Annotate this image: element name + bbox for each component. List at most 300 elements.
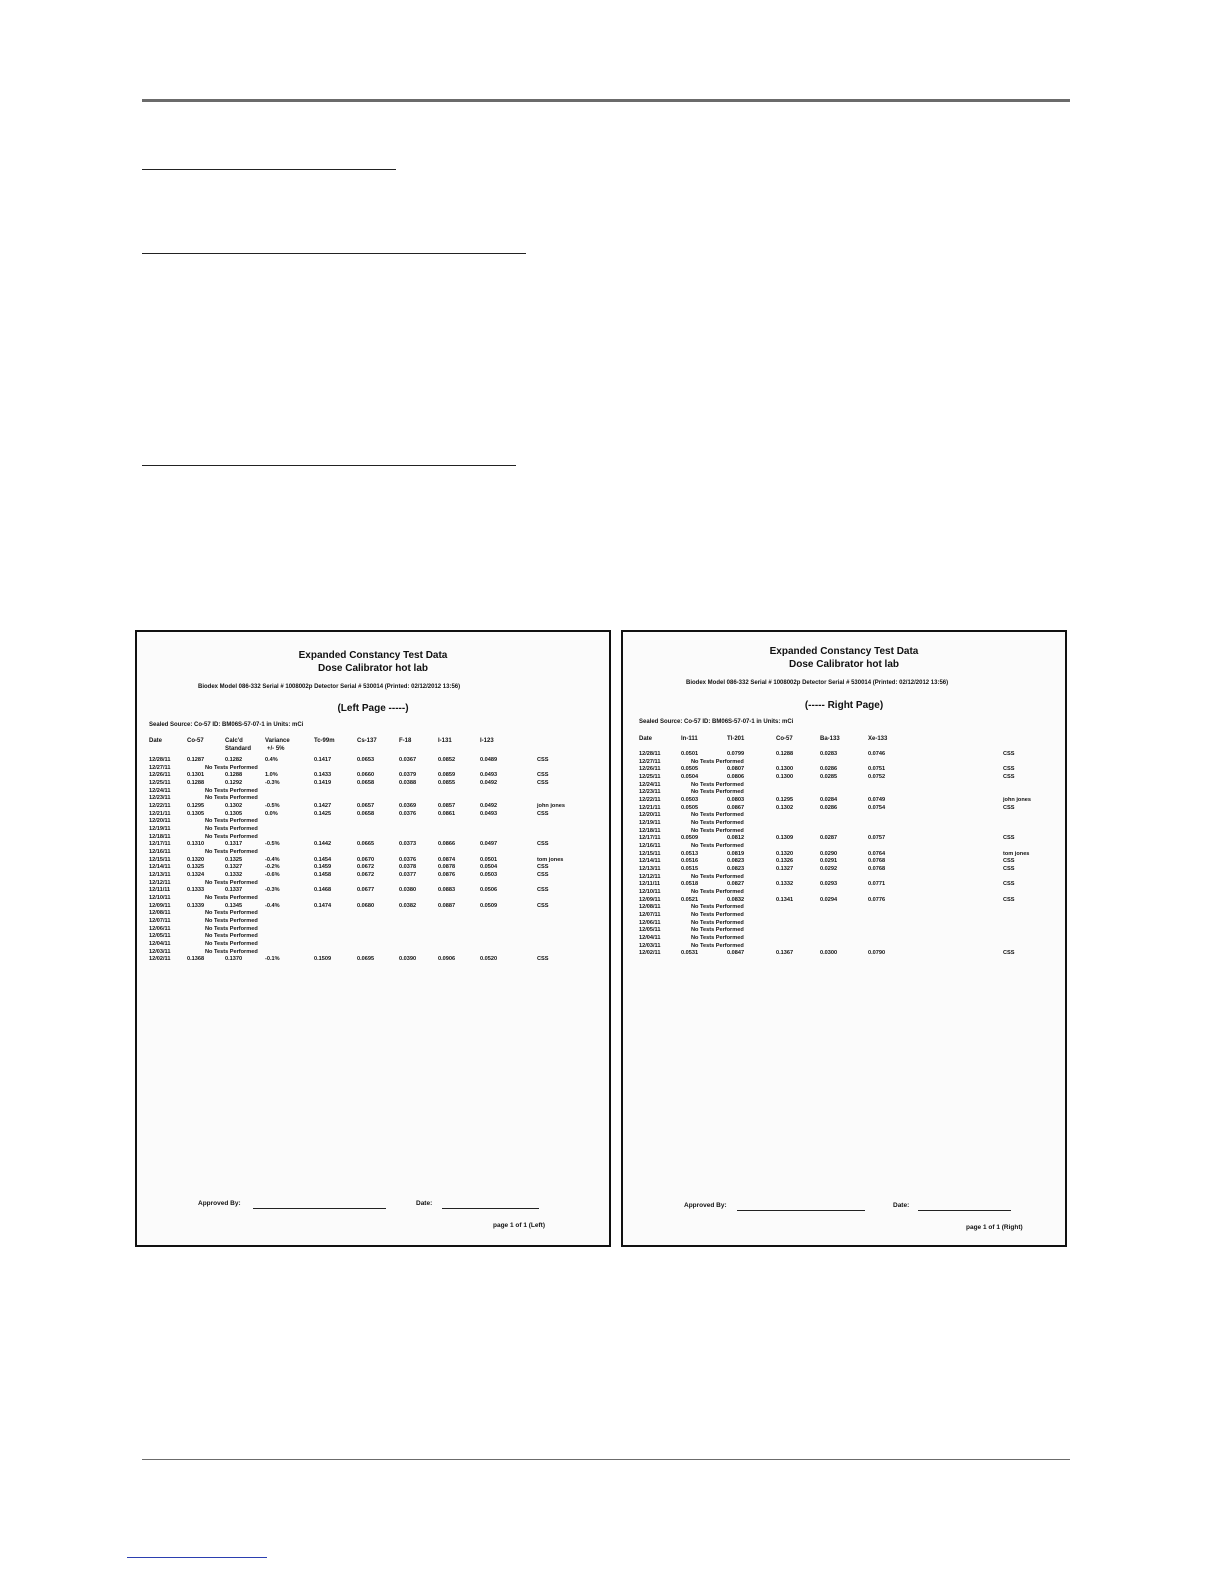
row-value: 0.0290	[820, 850, 838, 857]
row-operator: CSS	[537, 902, 549, 909]
no-tests-note: No Tests Performed	[691, 934, 744, 941]
row-date: 12/22/11	[149, 802, 171, 809]
no-tests-note: No Tests Performed	[205, 787, 258, 794]
row-date: 12/16/11	[149, 848, 171, 855]
row-operator: CSS	[1003, 896, 1015, 903]
row-operator: CSS	[1003, 950, 1015, 957]
row-value: 0.1341	[776, 896, 794, 903]
row-value: 0.0658	[357, 810, 375, 817]
date-line	[918, 1210, 1011, 1211]
row-date: 12/18/11	[639, 827, 661, 834]
row-date: 12/23/11	[149, 795, 171, 802]
device-meta: Biodex Model 086-332 Serial # 1008002p Detector Serial # 530014 (Printed: 02/12/2012 13:56)	[686, 680, 949, 686]
row-value: 0.0768	[868, 858, 886, 865]
no-tests-note: No Tests Performed	[205, 917, 258, 924]
row-value: 0.1433	[314, 772, 332, 779]
row-value: 0.1419	[314, 779, 332, 786]
row-value: 0.0293	[820, 881, 838, 888]
row-value: 0.0504	[681, 773, 699, 780]
row-date: 12/16/11	[639, 842, 661, 849]
row-value: 0.0513	[681, 850, 699, 857]
row-value: 0.0373	[399, 841, 417, 848]
row-date: 12/15/11	[639, 850, 661, 857]
column-header: Cs-137	[357, 738, 377, 744]
row-value: 0.0285	[820, 773, 838, 780]
row-operator: CSS	[537, 757, 549, 763]
row-value: 0.1368	[187, 956, 205, 963]
row-operator: john jones	[537, 802, 565, 809]
row-value: 0.0768	[868, 865, 886, 872]
no-tests-note: No Tests Performed	[691, 758, 744, 765]
row-value: 0.0754	[868, 804, 886, 811]
row-value: 0.0866	[438, 841, 456, 848]
no-tests-note: No Tests Performed	[205, 764, 258, 771]
row-date: 12/13/11	[639, 865, 661, 872]
column-header: Tl-201	[727, 736, 745, 742]
row-value: 0.0515	[681, 865, 699, 872]
row-value: 0.0857	[438, 802, 456, 809]
row-date: 12/04/11	[639, 934, 661, 941]
row-value: 0.0657	[357, 802, 375, 809]
row-date: 12/05/11	[639, 927, 661, 934]
approved-line	[737, 1210, 865, 1211]
row-date: 12/26/11	[639, 766, 661, 773]
row-value: 0.1327	[225, 864, 243, 871]
row-value: 0.0380	[399, 887, 417, 894]
row-operator: CSS	[537, 841, 549, 848]
row-value: 0.0531	[681, 950, 699, 957]
row-value: 0.0771	[868, 881, 886, 888]
row-value: 0.0506	[480, 887, 498, 894]
row-value: -0.2%	[265, 864, 280, 871]
no-tests-note: No Tests Performed	[691, 819, 744, 826]
row-date: 12/02/11	[149, 956, 171, 963]
no-tests-note: No Tests Performed	[691, 781, 744, 788]
row-value: 0.1302	[776, 804, 794, 811]
no-tests-note: No Tests Performed	[691, 911, 744, 918]
approved-label: Approved By:	[198, 1200, 241, 1207]
row-value: 0.0764	[868, 850, 886, 857]
row-value: 0.0803	[727, 796, 745, 803]
row-value: 0.0757	[868, 835, 886, 842]
row-value: 0.1474	[314, 902, 332, 909]
row-value: 0.0883	[438, 887, 456, 894]
row-value: 0.0827	[727, 881, 745, 888]
row-value: 0.0501	[480, 856, 498, 863]
report-page-left	[135, 630, 611, 1247]
row-date: 12/06/11	[149, 925, 171, 932]
report-page-right	[621, 630, 1067, 1247]
row-operator: tom jones	[537, 856, 564, 863]
row-date: 12/17/11	[149, 841, 171, 848]
row-value: 0.1295	[187, 802, 205, 809]
page-label: (----- Right Page)	[804, 700, 884, 711]
row-value: 0.0504	[480, 864, 498, 871]
no-tests-note: No Tests Performed	[691, 842, 744, 849]
no-tests-note: No Tests Performed	[205, 795, 258, 802]
no-tests-note: No Tests Performed	[205, 933, 258, 940]
column-header: Variance	[265, 738, 290, 744]
row-value: 0.1458	[314, 871, 332, 878]
no-tests-note: No Tests Performed	[205, 910, 258, 917]
row-value: -0.1%	[265, 956, 280, 963]
row-date: 12/14/11	[149, 864, 171, 871]
row-value: 0.0749	[868, 796, 886, 803]
row-value: -0.4%	[265, 902, 280, 909]
row-value: 0.1442	[314, 841, 332, 848]
row-operator: CSS	[537, 887, 549, 894]
row-operator: CSS	[1003, 773, 1015, 780]
row-value: 0.1367	[776, 950, 794, 957]
no-tests-note: No Tests Performed	[691, 812, 744, 819]
row-value: 0.0658	[357, 779, 375, 786]
row-date: 12/24/11	[149, 787, 171, 794]
column-header: Ba-133	[820, 736, 840, 742]
row-value: 0.0492	[480, 779, 498, 786]
row-value: 0.0283	[820, 751, 838, 757]
row-value: 0.0660	[357, 772, 375, 779]
row-date: 12/13/11	[149, 871, 171, 878]
column-subheader: +/- 5%	[267, 746, 285, 752]
row-operator: CSS	[537, 810, 549, 817]
row-value: 0.1345	[225, 902, 243, 909]
row-date: 12/22/11	[639, 796, 661, 803]
row-value: 0.1309	[776, 835, 794, 842]
row-date: 12/20/11	[639, 812, 661, 819]
row-date: 12/23/11	[639, 789, 661, 796]
column-header: I-123	[480, 738, 494, 744]
row-value: 0.1320	[187, 856, 205, 863]
row-value: 0.0%	[265, 810, 278, 817]
row-value: 0.0867	[727, 804, 745, 811]
no-tests-note: No Tests Performed	[205, 818, 258, 825]
row-date: 12/14/11	[639, 858, 661, 865]
row-date: 12/21/11	[639, 804, 661, 811]
row-operator: CSS	[537, 864, 549, 871]
row-value: -0.6%	[265, 871, 280, 878]
row-value: -0.5%	[265, 802, 280, 809]
row-value: 0.0300	[820, 950, 838, 957]
report-title: Expanded Constancy Test Data	[298, 650, 448, 661]
row-value: 0.0501	[681, 751, 699, 757]
no-tests-note: No Tests Performed	[205, 825, 258, 832]
row-value: 0.0505	[681, 766, 699, 773]
column-header: Co-57	[776, 736, 793, 742]
row-value: 0.0751	[868, 766, 886, 773]
row-value: 0.1310	[187, 841, 205, 848]
row-date: 12/11/11	[639, 881, 661, 888]
row-value: 0.1292	[225, 779, 243, 786]
row-value: 0.1333	[187, 887, 205, 894]
row-date: 12/28/11	[639, 751, 661, 757]
row-value: 0.0670	[357, 856, 375, 863]
row-value: 0.0287	[820, 835, 838, 842]
row-value: 0.0887	[438, 902, 456, 909]
no-tests-note: No Tests Performed	[691, 789, 744, 796]
row-value: 0.1305	[187, 810, 205, 817]
no-tests-note: No Tests Performed	[205, 879, 258, 886]
row-value: 0.0876	[438, 871, 456, 878]
row-date: 12/25/11	[639, 773, 661, 780]
row-value: -0.3%	[265, 887, 280, 894]
report-subtitle: Dose Calibrator hot lab	[317, 663, 428, 674]
column-header: Xe-133	[868, 736, 888, 742]
row-date: 12/09/11	[149, 902, 171, 909]
no-tests-note: No Tests Performed	[691, 827, 744, 834]
row-value: 0.1287	[187, 757, 205, 763]
report-title: Expanded Constancy Test Data	[769, 646, 919, 657]
row-value: 0.0695	[357, 956, 375, 963]
row-value: 0.1288	[225, 772, 243, 779]
row-value: 0.0776	[868, 896, 886, 903]
no-tests-note: No Tests Performed	[205, 948, 258, 955]
no-tests-note: No Tests Performed	[691, 888, 744, 895]
row-value: 0.1339	[187, 902, 205, 909]
page-footer: page 1 of 1 (Right)	[966, 1224, 1023, 1231]
row-value: -0.3%	[265, 779, 280, 786]
row-value: 0.0861	[438, 810, 456, 817]
row-value: 0.0832	[727, 896, 745, 903]
row-date: 12/20/11	[149, 818, 171, 825]
row-date: 12/27/11	[639, 758, 661, 765]
row-value: -0.5%	[265, 841, 280, 848]
row-operator: tom jones	[1003, 850, 1030, 857]
row-value: 0.0369	[399, 802, 417, 809]
no-tests-note: No Tests Performed	[205, 894, 258, 901]
top-rule	[142, 99, 1070, 102]
row-value: 0.1305	[225, 810, 243, 817]
row-date: 12/26/11	[149, 772, 171, 779]
row-value: 0.0823	[727, 858, 745, 865]
row-date: 12/24/11	[639, 781, 661, 788]
row-value: 0.0284	[820, 796, 838, 803]
bottom-rule	[142, 1459, 1070, 1460]
row-value: 0.0390	[399, 956, 417, 963]
row-date: 12/08/11	[639, 904, 661, 911]
row-value: 0.1509	[314, 956, 332, 963]
row-value: 0.0521	[681, 896, 699, 903]
row-value: 0.0520	[480, 956, 498, 963]
row-value: 0.0518	[681, 881, 699, 888]
row-value: 0.0665	[357, 841, 375, 848]
row-value: 0.1320	[776, 850, 794, 857]
row-value: 0.1459	[314, 864, 332, 871]
row-value: 0.1427	[314, 802, 332, 809]
date-label: Date:	[893, 1202, 910, 1209]
row-date: 12/10/11	[639, 888, 661, 895]
row-value: 0.0382	[399, 902, 417, 909]
row-operator: CSS	[537, 779, 549, 786]
row-value: 0.0286	[820, 804, 838, 811]
row-value: 0.0859	[438, 772, 456, 779]
row-value: 0.0377	[399, 871, 417, 878]
column-header: Calc'd	[225, 738, 243, 744]
row-value: 0.1454	[314, 856, 332, 863]
row-value: 0.1332	[776, 881, 794, 888]
row-value: 0.1327	[776, 865, 794, 872]
no-tests-note: No Tests Performed	[691, 904, 744, 911]
row-value: 0.1468	[314, 887, 332, 894]
row-date: 12/05/11	[149, 933, 171, 940]
row-value: 0.1370	[225, 956, 243, 963]
column-header: I-131	[438, 738, 452, 744]
row-operator: CSS	[1003, 881, 1015, 888]
column-subheader: Standard	[225, 746, 252, 752]
row-value: 0.0874	[438, 856, 456, 863]
footer-link-underline	[127, 1557, 267, 1558]
row-date: 12/10/11	[149, 894, 171, 901]
column-header: Co-57	[187, 738, 204, 744]
row-operator: CSS	[1003, 865, 1015, 872]
row-value: 0.0847	[727, 950, 745, 957]
row-value: 0.0509	[681, 835, 699, 842]
row-operator: CSS	[1003, 766, 1015, 773]
row-value: 0.0677	[357, 887, 375, 894]
device-meta: Biodex Model 086-332 Serial # 1008002p Detector Serial # 530014 (Printed: 02/12/2012 13:56)	[198, 684, 461, 690]
source-info: Sealed Source: Co-57 ID: BM06S-57-07-1 in Units: mCi	[639, 719, 794, 725]
row-date: 12/03/11	[149, 948, 171, 955]
heading-underline-3	[142, 465, 516, 466]
approved-label: Approved By:	[684, 1202, 727, 1209]
row-value: 0.0653	[357, 757, 375, 763]
row-date: 12/09/11	[639, 896, 661, 903]
heading-underline-2	[142, 253, 526, 254]
row-value: 0.4%	[265, 757, 278, 763]
heading-underline-1	[142, 169, 396, 170]
row-value: 0.0855	[438, 779, 456, 786]
row-date: 12/28/11	[149, 757, 171, 763]
row-date: 12/08/11	[149, 910, 171, 917]
page-label: (Left Page -----)	[337, 703, 409, 714]
row-date: 12/12/11	[149, 879, 171, 886]
row-value: 0.0493	[480, 772, 498, 779]
row-value: 0.0367	[399, 757, 417, 763]
report-subtitle: Dose Calibrator hot lab	[788, 659, 899, 670]
row-date: 12/19/11	[639, 819, 661, 826]
row-value: 0.0291	[820, 858, 838, 865]
no-tests-note: No Tests Performed	[205, 833, 258, 840]
column-header: In-111	[681, 736, 698, 742]
row-value: 0.0493	[480, 810, 498, 817]
no-tests-note: No Tests Performed	[691, 873, 744, 880]
row-value: 0.1417	[314, 757, 332, 763]
row-operator: john jones	[1003, 796, 1031, 803]
approved-line	[253, 1208, 386, 1209]
row-value: 1.0%	[265, 772, 278, 779]
row-date: 12/04/11	[149, 940, 171, 947]
no-tests-note: No Tests Performed	[691, 919, 744, 926]
row-value: 0.0806	[727, 773, 745, 780]
row-value: 0.0286	[820, 766, 838, 773]
row-value: 0.0807	[727, 766, 745, 773]
row-value: 0.1301	[187, 772, 205, 779]
row-date: 12/18/11	[149, 833, 171, 840]
date-line	[442, 1208, 539, 1209]
row-operator: CSS	[1003, 751, 1015, 757]
row-value: 0.0505	[681, 804, 699, 811]
row-value: 0.0790	[868, 950, 886, 957]
row-operator: CSS	[1003, 804, 1015, 811]
page-footer: page 1 of 1 (Left)	[493, 1222, 546, 1229]
row-value: 0.1337	[225, 887, 243, 894]
row-value: 0.1300	[776, 773, 794, 780]
row-date: 12/07/11	[149, 917, 171, 924]
row-value: 0.1425	[314, 810, 332, 817]
row-value: 0.0376	[399, 810, 417, 817]
row-value: -0.4%	[265, 856, 280, 863]
row-value: 0.0503	[681, 796, 699, 803]
row-date: 12/21/11	[149, 810, 171, 817]
row-value: 0.0746	[868, 751, 886, 757]
no-tests-note: No Tests Performed	[205, 925, 258, 932]
row-value: 0.0672	[357, 864, 375, 871]
row-date: 12/27/11	[149, 764, 171, 771]
source-info: Sealed Source: Co-57 ID: BM06S-57-07-1 in Units: mCi	[149, 722, 304, 728]
row-value: 0.1325	[225, 856, 243, 863]
row-operator: CSS	[537, 956, 549, 963]
row-date: 12/12/11	[639, 873, 661, 880]
row-operator: CSS	[1003, 858, 1015, 865]
row-value: 0.0852	[438, 757, 456, 763]
no-tests-note: No Tests Performed	[205, 940, 258, 947]
row-date: 12/11/11	[149, 887, 171, 894]
row-value: 0.0906	[438, 956, 456, 963]
row-value: 0.0379	[399, 772, 417, 779]
row-operator: CSS	[537, 871, 549, 878]
row-value: 0.0292	[820, 865, 838, 872]
column-header: F-18	[399, 738, 412, 744]
date-label: Date:	[416, 1200, 433, 1207]
row-date: 12/17/11	[639, 835, 661, 842]
row-date: 12/07/11	[639, 911, 661, 918]
row-value: 0.1332	[225, 871, 243, 878]
row-date: 12/03/11	[639, 942, 661, 949]
row-value: 0.0388	[399, 779, 417, 786]
no-tests-note: No Tests Performed	[691, 927, 744, 934]
row-value: 0.1325	[187, 864, 205, 871]
row-value: 0.0680	[357, 902, 375, 909]
row-value: 0.1282	[225, 757, 243, 763]
row-value: 0.0823	[727, 865, 745, 872]
row-value: 0.0752	[868, 773, 886, 780]
no-tests-note: No Tests Performed	[205, 848, 258, 855]
row-value: 0.0819	[727, 850, 745, 857]
row-date: 12/25/11	[149, 779, 171, 786]
row-value: 0.1326	[776, 858, 794, 865]
row-value: 0.0376	[399, 856, 417, 863]
row-value: 0.0492	[480, 802, 498, 809]
column-header: Date	[639, 736, 653, 742]
row-date: 12/06/11	[639, 919, 661, 926]
row-date: 12/15/11	[149, 856, 171, 863]
no-tests-note: No Tests Performed	[691, 942, 744, 949]
row-value: 0.1295	[776, 796, 794, 803]
row-value: 0.0497	[480, 841, 498, 848]
row-value: 0.0516	[681, 858, 699, 865]
row-date: 12/02/11	[639, 950, 661, 957]
row-operator: CSS	[1003, 835, 1015, 842]
row-value: 0.1300	[776, 766, 794, 773]
row-value: 0.0878	[438, 864, 456, 871]
row-value: 0.0294	[820, 896, 838, 903]
row-value: 0.1317	[225, 841, 243, 848]
row-value: 0.0799	[727, 751, 745, 757]
row-value: 0.0378	[399, 864, 417, 871]
row-value: 0.1288	[187, 779, 205, 786]
row-value: 0.1302	[225, 802, 243, 809]
row-value: 0.0489	[480, 757, 498, 763]
row-date: 12/19/11	[149, 825, 171, 832]
